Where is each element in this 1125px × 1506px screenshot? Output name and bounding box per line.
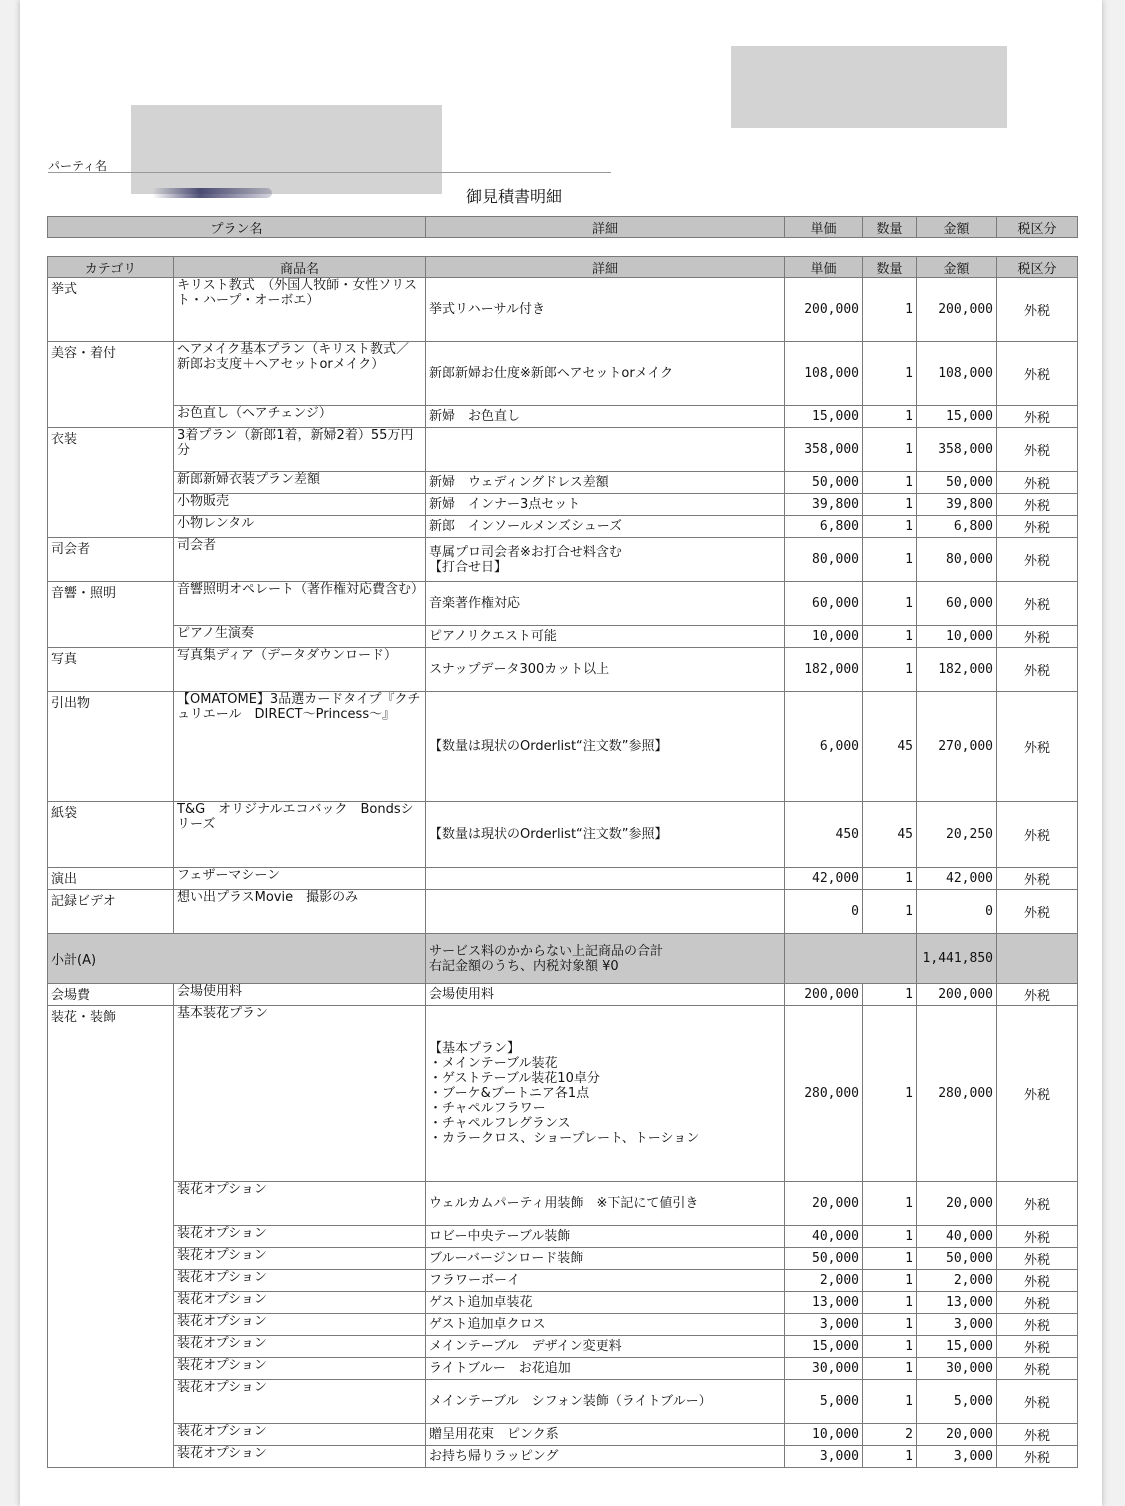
tax-type-cell: 外税 bbox=[997, 342, 1078, 406]
detail-cell: フラワーボーイ bbox=[426, 1270, 785, 1292]
detail-cell bbox=[426, 890, 785, 934]
product-name-cell: 【OMATOME】3品選カードタイプ『クチュリエール DIRECT～Princess～』 bbox=[174, 692, 426, 802]
tax-type-cell: 外税 bbox=[997, 278, 1078, 342]
category-cell bbox=[48, 1358, 174, 1380]
table-row bbox=[48, 890, 1078, 934]
detail-cell: ロビー中央テーブル装飾 bbox=[426, 1226, 785, 1248]
unit-price-cell: 13,000 bbox=[785, 1292, 863, 1314]
tax-type-cell: 外税 bbox=[997, 582, 1078, 626]
subtotal-amount: 1,441,850 bbox=[917, 934, 997, 984]
empty-cell bbox=[785, 934, 917, 984]
subtotal-row bbox=[48, 934, 1078, 984]
unit-price-cell: 200,000 bbox=[785, 278, 863, 342]
quantity-cell: 1 bbox=[863, 1358, 917, 1380]
table-row bbox=[48, 868, 1078, 890]
detail-cell: 挙式リハーサル付き bbox=[426, 278, 785, 342]
amount-cell: 270,000 bbox=[917, 692, 997, 802]
quantity-cell: 1 bbox=[863, 1446, 917, 1468]
plan-name-header: プラン名 bbox=[48, 217, 426, 238]
document-title: 御見積書明細 bbox=[466, 187, 563, 206]
amount-cell: 30,000 bbox=[917, 1358, 997, 1380]
table-row bbox=[48, 278, 1078, 342]
product-name-cell: お色直し（ヘアチェンジ） bbox=[174, 406, 426, 428]
unit-price-cell: 450 bbox=[785, 802, 863, 868]
subtotal-label: 小計(A) bbox=[48, 934, 426, 984]
table-row bbox=[48, 692, 1078, 802]
subtotal-note: サービス料のかからない上記商品の合計 右記金額のうち、内税対象額 ¥0 bbox=[426, 934, 785, 984]
detail-cell: 新郎新婦お仕度※新郎ヘアセットorメイク bbox=[426, 342, 785, 406]
unit-price-cell: 50,000 bbox=[785, 1248, 863, 1270]
detail-cell: 会場使用料 bbox=[426, 984, 785, 1006]
quantity-cell: 1 bbox=[863, 1226, 917, 1248]
amount-cell: 200,000 bbox=[917, 278, 997, 342]
category-cell: 衣装 bbox=[48, 428, 174, 472]
unit-price-cell: 40,000 bbox=[785, 1226, 863, 1248]
amount-cell: 80,000 bbox=[917, 538, 997, 582]
category-cell bbox=[48, 1446, 174, 1468]
tax-type-cell: 外税 bbox=[997, 494, 1078, 516]
table-row bbox=[48, 1336, 1078, 1358]
amount-header: 金額 bbox=[917, 257, 997, 278]
category-cell: 記録ビデオ bbox=[48, 890, 174, 934]
detail-cell bbox=[426, 868, 785, 890]
tax-type-cell: 外税 bbox=[997, 1358, 1078, 1380]
quantity-cell: 1 bbox=[863, 1292, 917, 1314]
detail-cell: 【数量は現状のOrderlist“注文数”参照】 bbox=[426, 692, 785, 802]
tax-type-cell: 外税 bbox=[997, 472, 1078, 494]
detail-cell: ピアノリクエスト可能 bbox=[426, 626, 785, 648]
detail-cell: 専属プロ司会者※お打合せ料含む 【打合せ日】 bbox=[426, 538, 785, 582]
amount-cell: 15,000 bbox=[917, 1336, 997, 1358]
unit-price-cell: 10,000 bbox=[785, 1424, 863, 1446]
tax-type-cell: 外税 bbox=[997, 1292, 1078, 1314]
product-name-cell: 装花オプション bbox=[174, 1248, 426, 1270]
category-cell bbox=[48, 1248, 174, 1270]
detail-cell: 【数量は現状のOrderlist“注文数”参照】 bbox=[426, 802, 785, 868]
unit-price-cell: 0 bbox=[785, 890, 863, 934]
category-cell bbox=[48, 626, 174, 648]
tax-type-cell: 外税 bbox=[997, 984, 1078, 1006]
product-name-cell: 装花オプション bbox=[174, 1226, 426, 1248]
detail-cell: スナップデータ300カット以上 bbox=[426, 648, 785, 692]
product-name-cell: ヘアメイク基本プラン（キリスト教式／新郎お支度＋ヘアセットorメイク） bbox=[174, 342, 426, 406]
tax-type-cell: 外税 bbox=[997, 1380, 1078, 1424]
table-row bbox=[48, 472, 1078, 494]
amount-cell: 15,000 bbox=[917, 406, 997, 428]
amount-cell: 60,000 bbox=[917, 582, 997, 626]
table-row bbox=[48, 1424, 1078, 1446]
amount-cell: 3,000 bbox=[917, 1314, 997, 1336]
category-cell: 音響・照明 bbox=[48, 582, 174, 626]
quantity-cell: 1 bbox=[863, 1314, 917, 1336]
table-row bbox=[48, 342, 1078, 406]
table-row bbox=[48, 1292, 1078, 1314]
plan-header-table bbox=[47, 216, 1078, 238]
quantity-cell: 1 bbox=[863, 984, 917, 1006]
table-row bbox=[48, 1270, 1078, 1292]
table-row bbox=[48, 626, 1078, 648]
quantity-cell: 45 bbox=[863, 692, 917, 802]
quantity-cell: 1 bbox=[863, 1380, 917, 1424]
detail-cell: 新婦 お色直し bbox=[426, 406, 785, 428]
tax-type-cell: 外税 bbox=[997, 626, 1078, 648]
unit-price-cell: 20,000 bbox=[785, 1182, 863, 1226]
detail-cell: ウェルカムパーティ用装飾 ※下記にて値引き bbox=[426, 1182, 785, 1226]
plan-price-header: 単価 bbox=[785, 217, 863, 238]
product-name-cell: 音響照明オペレート（著作権対応費含む） bbox=[174, 582, 426, 626]
category-cell: 装花・装飾 bbox=[48, 1006, 174, 1182]
amount-cell: 3,000 bbox=[917, 1446, 997, 1468]
quantity-cell: 1 bbox=[863, 278, 917, 342]
plan-tax-header: 税区分 bbox=[997, 217, 1078, 238]
category-cell: 紙袋 bbox=[48, 802, 174, 868]
category-cell: 美容・着付 bbox=[48, 342, 174, 406]
detail-cell: ブルーバージンロード装飾 bbox=[426, 1248, 785, 1270]
unit-price-cell: 108,000 bbox=[785, 342, 863, 406]
amount-cell: 20,000 bbox=[917, 1424, 997, 1446]
unit-price-cell: 2,000 bbox=[785, 1270, 863, 1292]
tax-type-cell: 外税 bbox=[997, 1006, 1078, 1182]
tax-type-cell: 外税 bbox=[997, 538, 1078, 582]
quantity-cell: 1 bbox=[863, 626, 917, 648]
tax-type-cell: 外税 bbox=[997, 1314, 1078, 1336]
quantity-cell: 1 bbox=[863, 582, 917, 626]
detail-cell: メインテーブル シフォン装飾（ライトブルー） bbox=[426, 1380, 785, 1424]
category-cell: 引出物 bbox=[48, 692, 174, 802]
unit-price-cell: 42,000 bbox=[785, 868, 863, 890]
category-cell bbox=[48, 1226, 174, 1248]
category-cell bbox=[48, 1292, 174, 1314]
product-name-cell: 3着プラン（新郎1着，新婦2着）55万円分 bbox=[174, 428, 426, 472]
amount-cell: 182,000 bbox=[917, 648, 997, 692]
detail-cell: ゲスト追加卓クロス bbox=[426, 1314, 785, 1336]
plan-detail-header: 詳細 bbox=[426, 217, 785, 238]
table-row bbox=[48, 582, 1078, 626]
plan-amount-header: 金額 bbox=[917, 217, 997, 238]
quantity-cell: 1 bbox=[863, 1248, 917, 1270]
table-row bbox=[48, 1380, 1078, 1424]
category-cell bbox=[48, 1270, 174, 1292]
unit-price-cell: 358,000 bbox=[785, 428, 863, 472]
amount-cell: 13,000 bbox=[917, 1292, 997, 1314]
tax-type-cell: 外税 bbox=[997, 1270, 1078, 1292]
product-name-cell: T&G オリジナルエコバック Bondsシリーズ bbox=[174, 802, 426, 868]
tax-type-cell: 外税 bbox=[997, 1446, 1078, 1468]
party-name-label: パーティ名 bbox=[48, 159, 108, 173]
category-cell bbox=[48, 1314, 174, 1336]
detail-cell: 新郎 インソールメンズシューズ bbox=[426, 516, 785, 538]
product-name-cell: 小物販売 bbox=[174, 494, 426, 516]
quantity-cell: 1 bbox=[863, 1270, 917, 1292]
qty-header: 数量 bbox=[863, 257, 917, 278]
unit-price-cell: 50,000 bbox=[785, 472, 863, 494]
amount-cell: 108,000 bbox=[917, 342, 997, 406]
amount-cell: 280,000 bbox=[917, 1006, 997, 1182]
amount-cell: 6,800 bbox=[917, 516, 997, 538]
detail-cell: お持ち帰りラッピング bbox=[426, 1446, 785, 1468]
detail-cell: 贈呈用花束 ピンク系 bbox=[426, 1424, 785, 1446]
detail-cell: 【基本プラン】 ・メインテーブル装花 ・ゲストテーブル装花10卓分 ・ブーケ&ブートニア各1点 ・チャペルフラワー ・チャペルフレグランス ・カラークロス、ショープレート、トーション bbox=[426, 1006, 785, 1182]
product-name-cell: 会場使用料 bbox=[174, 984, 426, 1006]
quantity-cell: 45 bbox=[863, 802, 917, 868]
unit-price-cell: 280,000 bbox=[785, 1006, 863, 1182]
quantity-cell: 1 bbox=[863, 342, 917, 406]
empty-cell bbox=[997, 934, 1078, 984]
table-row bbox=[48, 538, 1078, 582]
ink-smudge bbox=[152, 188, 272, 198]
table-row bbox=[48, 406, 1078, 428]
category-header: カテゴリ bbox=[48, 257, 174, 278]
quantity-cell: 1 bbox=[863, 516, 917, 538]
table-row bbox=[48, 428, 1078, 472]
detail-cell: 新婦 インナー3点セット bbox=[426, 494, 785, 516]
table-row bbox=[48, 516, 1078, 538]
category-cell bbox=[48, 472, 174, 494]
tax-type-cell: 外税 bbox=[997, 516, 1078, 538]
tax-header: 税区分 bbox=[997, 257, 1078, 278]
unit-price-cell: 10,000 bbox=[785, 626, 863, 648]
unit-price-cell: 6,800 bbox=[785, 516, 863, 538]
product-name-cell: 装花オプション bbox=[174, 1424, 426, 1446]
amount-cell: 50,000 bbox=[917, 472, 997, 494]
unit-price-cell: 6,000 bbox=[785, 692, 863, 802]
detail-cell: 音楽著作権対応 bbox=[426, 582, 785, 626]
product-name-cell: フェザーマシーン bbox=[174, 868, 426, 890]
amount-cell: 50,000 bbox=[917, 1248, 997, 1270]
detail-cell: ライトブルー お花追加 bbox=[426, 1358, 785, 1380]
table-row bbox=[48, 494, 1078, 516]
detail-cell: 新婦 ウェディングドレス差額 bbox=[426, 472, 785, 494]
table-row bbox=[48, 802, 1078, 868]
detail-cell: メインテーブル デザイン変更料 bbox=[426, 1336, 785, 1358]
amount-cell: 40,000 bbox=[917, 1226, 997, 1248]
unit-price-cell: 3,000 bbox=[785, 1446, 863, 1468]
amount-cell: 10,000 bbox=[917, 626, 997, 648]
quantity-cell: 1 bbox=[863, 472, 917, 494]
product-name-cell: ピアノ生演奏 bbox=[174, 626, 426, 648]
category-cell bbox=[48, 406, 174, 428]
table-row bbox=[48, 1314, 1078, 1336]
amount-cell: 2,000 bbox=[917, 1270, 997, 1292]
product-name-cell: キリスト教式 （外国人牧師・女性ソリスト・ハープ・オーボエ） bbox=[174, 278, 426, 342]
category-cell bbox=[48, 516, 174, 538]
quantity-cell: 1 bbox=[863, 1182, 917, 1226]
tax-type-cell: 外税 bbox=[997, 1336, 1078, 1358]
product-name-cell: 司会者 bbox=[174, 538, 426, 582]
unit-price-cell: 3,000 bbox=[785, 1314, 863, 1336]
tax-type-cell: 外税 bbox=[997, 802, 1078, 868]
table-row bbox=[48, 1226, 1078, 1248]
table-row bbox=[48, 1182, 1078, 1226]
quantity-cell: 1 bbox=[863, 1336, 917, 1358]
quantity-cell: 1 bbox=[863, 428, 917, 472]
unit-price-cell: 30,000 bbox=[785, 1358, 863, 1380]
table-row bbox=[48, 1358, 1078, 1380]
product-name-cell: 想い出プラスMovie 撮影のみ bbox=[174, 890, 426, 934]
tax-type-cell: 外税 bbox=[997, 648, 1078, 692]
quantity-cell: 1 bbox=[863, 538, 917, 582]
price-header: 単価 bbox=[785, 257, 863, 278]
quantity-cell: 1 bbox=[863, 406, 917, 428]
detail-cell: ゲスト追加卓装花 bbox=[426, 1292, 785, 1314]
unit-price-cell: 15,000 bbox=[785, 406, 863, 428]
category-cell: 写真 bbox=[48, 648, 174, 692]
tax-type-cell: 外税 bbox=[997, 1182, 1078, 1226]
category-cell: 会場費 bbox=[48, 984, 174, 1006]
category-cell bbox=[48, 1380, 174, 1424]
quantity-cell: 2 bbox=[863, 1424, 917, 1446]
quantity-cell: 1 bbox=[863, 648, 917, 692]
detail-header: 詳細 bbox=[426, 257, 785, 278]
product-name-cell: 装花オプション bbox=[174, 1446, 426, 1468]
tax-type-cell: 外税 bbox=[997, 1424, 1078, 1446]
product-name-cell: 装花オプション bbox=[174, 1182, 426, 1226]
amount-cell: 5,000 bbox=[917, 1380, 997, 1424]
unit-price-cell: 39,800 bbox=[785, 494, 863, 516]
amount-cell: 358,000 bbox=[917, 428, 997, 472]
tax-type-cell: 外税 bbox=[997, 1226, 1078, 1248]
tax-type-cell: 外税 bbox=[997, 406, 1078, 428]
product-name-cell: 新郎新婦衣装プラン差額 bbox=[174, 472, 426, 494]
plan-qty-header: 数量 bbox=[863, 217, 917, 238]
product-name-cell: 写真集ディア（データダウンロード） bbox=[174, 648, 426, 692]
table-row bbox=[48, 1006, 1078, 1182]
category-cell bbox=[48, 1182, 174, 1226]
category-cell bbox=[48, 494, 174, 516]
category-cell bbox=[48, 1336, 174, 1358]
detail-cell bbox=[426, 428, 785, 472]
product-name-cell: 装花オプション bbox=[174, 1270, 426, 1292]
product-name-cell: 装花オプション bbox=[174, 1314, 426, 1336]
quantity-cell: 1 bbox=[863, 494, 917, 516]
unit-price-cell: 200,000 bbox=[785, 984, 863, 1006]
tax-type-cell: 外税 bbox=[997, 868, 1078, 890]
party-name-underline bbox=[48, 172, 611, 173]
category-cell: 挙式 bbox=[48, 278, 174, 342]
unit-price-cell: 80,000 bbox=[785, 538, 863, 582]
redacted-party-name bbox=[131, 105, 442, 194]
product-name-cell: 装花オプション bbox=[174, 1380, 426, 1424]
unit-price-cell: 15,000 bbox=[785, 1336, 863, 1358]
product-name-cell: 装花オプション bbox=[174, 1358, 426, 1380]
quantity-cell: 1 bbox=[863, 1006, 917, 1182]
redacted-block bbox=[731, 46, 1007, 128]
amount-cell: 39,800 bbox=[917, 494, 997, 516]
table-row bbox=[48, 1446, 1078, 1468]
category-cell bbox=[48, 1424, 174, 1446]
amount-cell: 42,000 bbox=[917, 868, 997, 890]
unit-price-cell: 60,000 bbox=[785, 582, 863, 626]
tax-type-cell: 外税 bbox=[997, 890, 1078, 934]
amount-cell: 20,000 bbox=[917, 1182, 997, 1226]
unit-price-cell: 5,000 bbox=[785, 1380, 863, 1424]
amount-cell: 0 bbox=[917, 890, 997, 934]
tax-type-cell: 外税 bbox=[997, 1248, 1078, 1270]
category-cell: 司会者 bbox=[48, 538, 174, 582]
unit-price-cell: 182,000 bbox=[785, 648, 863, 692]
product-name-cell: 装花オプション bbox=[174, 1336, 426, 1358]
table-row bbox=[48, 984, 1078, 1006]
quantity-cell: 1 bbox=[863, 890, 917, 934]
document-page bbox=[20, 0, 1102, 1506]
product-name-cell: 小物レンタル bbox=[174, 516, 426, 538]
product-name-cell: 装花オプション bbox=[174, 1292, 426, 1314]
category-cell: 演出 bbox=[48, 868, 174, 890]
quantity-cell: 1 bbox=[863, 868, 917, 890]
product-name-cell: 基本装花プラン bbox=[174, 1006, 426, 1182]
table-row bbox=[48, 648, 1078, 692]
tax-type-cell: 外税 bbox=[997, 428, 1078, 472]
amount-cell: 20,250 bbox=[917, 802, 997, 868]
table-row bbox=[48, 1248, 1078, 1270]
estimate-items-table bbox=[47, 256, 1078, 1468]
product-name-header: 商品名 bbox=[174, 257, 426, 278]
tax-type-cell: 外税 bbox=[997, 692, 1078, 802]
amount-cell: 200,000 bbox=[917, 984, 997, 1006]
